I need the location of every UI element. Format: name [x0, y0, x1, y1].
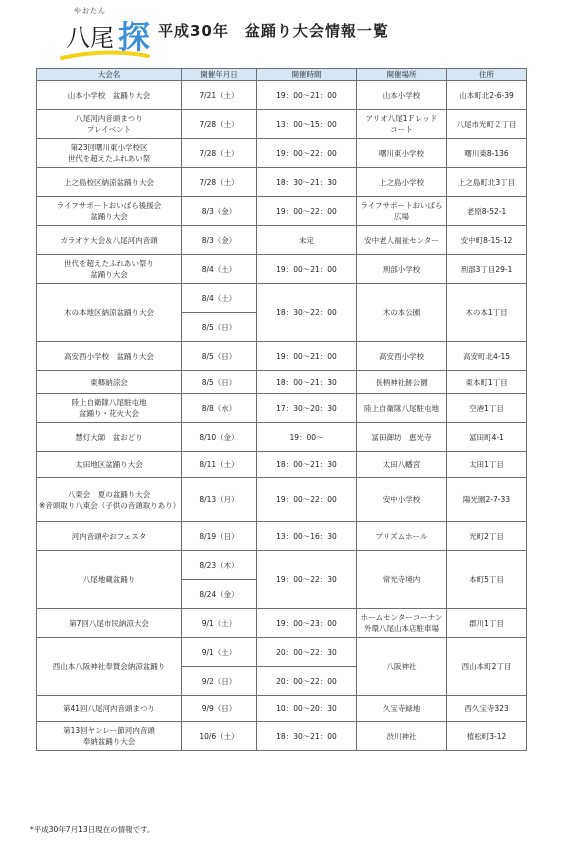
cell-address: 太田1丁目: [447, 452, 527, 478]
cell-address: 刑部3丁目29-1: [447, 255, 527, 284]
cell-place: 刑部小学校: [357, 255, 447, 284]
festival-table: [36, 68, 527, 751]
cell-date: 7/28（土）: [182, 168, 257, 197]
cell-place: アリオ八尾1Ｆレッド コート: [357, 110, 447, 139]
table-row: [37, 342, 527, 371]
cell-event-name: 世代を超えたふれあい祭り 盆踊り大会: [37, 255, 182, 284]
cell-date: 8/10（金）: [182, 423, 257, 452]
cell-event-name: 第23回曙川東小学校区 世代を超えたふれあい祭: [37, 139, 182, 168]
table-row: [37, 551, 527, 580]
cell-address: 空港1丁目: [447, 394, 527, 423]
cell-event-name: 河内音頭やおフェスタ: [37, 522, 182, 551]
cell-time: 19：00～22：00: [257, 197, 357, 226]
cell-event-name: 慧灯大師 盆おどり: [37, 423, 182, 452]
cell-date: 9/1（土）: [182, 638, 257, 667]
cell-address: 上之島町北3丁目: [447, 168, 527, 197]
table-row: [37, 522, 527, 551]
cell-time: 13：00～16：30: [257, 522, 357, 551]
cell-event-name: 八東会 夏の盆踊り大会 ※音頭取り八東会（子供の音頭取りあり）: [37, 478, 182, 522]
cell-date: 10/6（土）: [182, 722, 257, 751]
cell-address: 光町2丁目: [447, 522, 527, 551]
cell-time: 13：00～15：00: [257, 110, 357, 139]
yao-logo: [60, 4, 170, 64]
cell-time: 18：30～21：00: [257, 722, 357, 751]
cell-date: 8/5（日）: [182, 371, 257, 394]
cell-event-name: カラオケ大会＆八尾河内音頭: [37, 226, 182, 255]
cell-event-name: 太田地区盆踊り大会: [37, 452, 182, 478]
cell-address: 西久宝寺323: [447, 696, 527, 722]
table-row: [37, 638, 527, 667]
cell-place: 安中老人福祉センター: [357, 226, 447, 255]
table-row: [37, 423, 527, 452]
col-header-address: 住所: [447, 69, 527, 81]
table-body: [37, 81, 527, 751]
cell-time: 18：30～21：30: [257, 168, 357, 197]
cell-time: 19：00～: [257, 423, 357, 452]
cell-time: 19：00～21：00: [257, 81, 357, 110]
table-row: [37, 394, 527, 423]
table-row: [37, 371, 527, 394]
cell-date: 9/2（日）: [182, 667, 257, 696]
cell-address: 東本町1丁目: [447, 371, 527, 394]
cell-event-name: 第41回八尾河内音頭まつり: [37, 696, 182, 722]
cell-event-name: 第13回ヤンレー節河内音頭 奉納盆踊り大会: [37, 722, 182, 751]
cell-time: 18：00～21：30: [257, 452, 357, 478]
cell-time: 19：00～22：30: [257, 551, 357, 609]
table-row: [37, 255, 527, 284]
logo-main: 八尾: [66, 24, 114, 52]
col-header-time: 開催時間: [257, 69, 357, 81]
cell-event-name: 八尾地蔵盆踊り: [37, 551, 182, 609]
cell-address: 冨田町4-1: [447, 423, 527, 452]
cell-place: 曙川東小学校: [357, 139, 447, 168]
cell-time: 19：00～23：00: [257, 609, 357, 638]
table-row: [37, 197, 527, 226]
cell-time: 18：00～21：30: [257, 371, 357, 394]
cell-event-name: 陸上自衛隊八尾駐屯地 盆踊り・花火大会: [37, 394, 182, 423]
cell-place: 安中小学校: [357, 478, 447, 522]
cell-place: 高安西小学校: [357, 342, 447, 371]
cell-place: ライフサポートおいばら 広場: [357, 197, 447, 226]
table-row: [37, 284, 527, 313]
cell-date: 8/3（金）: [182, 197, 257, 226]
cell-date: 7/28（土）: [182, 110, 257, 139]
cell-time: 18：30～22：00: [257, 284, 357, 342]
cell-date: 9/1（土）: [182, 609, 257, 638]
cell-time: 10：00～20：30: [257, 696, 357, 722]
page-title: 平成30年 盆踊り大会情報一覧: [158, 22, 389, 40]
cell-place: 長柄神社跡公園: [357, 371, 447, 394]
table-row: [37, 452, 527, 478]
cell-time: 19：00～22：00: [257, 478, 357, 522]
footnote: *平成30年7月13日現在の情報です。: [30, 825, 155, 834]
cell-place: 太田八幡宮: [357, 452, 447, 478]
cell-place: 常光寺境内: [357, 551, 447, 609]
cell-event-name: 木の本地区納涼盆踊り大会: [37, 284, 182, 342]
cell-place: 八阪神社: [357, 638, 447, 696]
cell-event-name: 山本小学校 盆踊り大会: [37, 81, 182, 110]
cell-event-name: 上之島校区納涼盆踊り大会: [37, 168, 182, 197]
cell-date: 9/9（日）: [182, 696, 257, 722]
table-row: [37, 81, 527, 110]
col-header-name: 大会名: [37, 69, 182, 81]
cell-place: 山本小学校: [357, 81, 447, 110]
cell-date: 7/21（土）: [182, 81, 257, 110]
cell-date: 8/5（日）: [182, 313, 257, 342]
col-header-place: 開催場所: [357, 69, 447, 81]
cell-event-name: 高安西小学校 盆踊り大会: [37, 342, 182, 371]
cell-address: 植松町3-12: [447, 722, 527, 751]
cell-place: 渋川神社: [357, 722, 447, 751]
cell-event-name: 八尾河内音頭まつり プレイベント: [37, 110, 182, 139]
cell-address: 安中町8-15-12: [447, 226, 527, 255]
cell-address: 西山本町2丁目: [447, 638, 527, 696]
table-header-row: [37, 69, 527, 81]
table-row: [37, 478, 527, 522]
cell-date: 8/4（土）: [182, 284, 257, 313]
cell-date: 8/23（木）: [182, 551, 257, 580]
cell-address: 曙川東8-136: [447, 139, 527, 168]
cell-event-name: 西山本八阪神社奉賛会納涼盆踊り: [37, 638, 182, 696]
cell-address: 郡川1丁目: [447, 609, 527, 638]
cell-date: 8/8（水）: [182, 394, 257, 423]
cell-address: 陽光園2-7-33: [447, 478, 527, 522]
header: [0, 0, 563, 70]
cell-date: 8/13（月）: [182, 478, 257, 522]
table-row: [37, 609, 527, 638]
table-row: [37, 722, 527, 751]
table-row: [37, 226, 527, 255]
cell-address: 山本町北2-6-39: [447, 81, 527, 110]
cell-place: ホームセンターコーナン 外環八尾山本店駐車場: [357, 609, 447, 638]
table-row: [37, 139, 527, 168]
cell-time: 19：00～21：00: [257, 255, 357, 284]
cell-date: 8/19（日）: [182, 522, 257, 551]
cell-date: 8/11（土）: [182, 452, 257, 478]
cell-date: 8/3（金）: [182, 226, 257, 255]
logo-ruby: やおたん: [74, 7, 106, 15]
cell-event-name: 東郷納涼会: [37, 371, 182, 394]
logo-accent: 探: [118, 18, 151, 56]
cell-place: 上之島小学校: [357, 168, 447, 197]
cell-address: 木の本1丁目: [447, 284, 527, 342]
cell-address: 本町5丁目: [447, 551, 527, 609]
cell-date: 8/5（日）: [182, 342, 257, 371]
cell-time: 未定: [257, 226, 357, 255]
cell-address: 老原8-52-1: [447, 197, 527, 226]
col-header-date: 開催年月日: [182, 69, 257, 81]
logo-swoosh-icon: [60, 50, 150, 60]
cell-time: 20：00～22：30: [257, 638, 357, 667]
cell-event-name: 第7回八尾市民納涼大会: [37, 609, 182, 638]
cell-time: 20：00～22：00: [257, 667, 357, 696]
cell-time: 19：00～21：00: [257, 342, 357, 371]
table-row: [37, 168, 527, 197]
cell-date: 7/28（土）: [182, 139, 257, 168]
cell-address: 八尾市光町２丁目: [447, 110, 527, 139]
cell-place: 久宝寺緑地: [357, 696, 447, 722]
cell-place: 冨田御坊 恵光寺: [357, 423, 447, 452]
cell-time: 17：30～20：30: [257, 394, 357, 423]
cell-date: 8/4（土）: [182, 255, 257, 284]
cell-event-name: ライフサポートおいばら後援会 盆踊り大会: [37, 197, 182, 226]
table-row: [37, 110, 527, 139]
cell-address: 高安町北4-15: [447, 342, 527, 371]
cell-time: 19：00～22：00: [257, 139, 357, 168]
cell-place: 木の本公園: [357, 284, 447, 342]
cell-place: 陸上自衛隊八尾駐屯地: [357, 394, 447, 423]
cell-date: 8/24（金）: [182, 580, 257, 609]
table-row: [37, 696, 527, 722]
cell-place: プリズムホール: [357, 522, 447, 551]
